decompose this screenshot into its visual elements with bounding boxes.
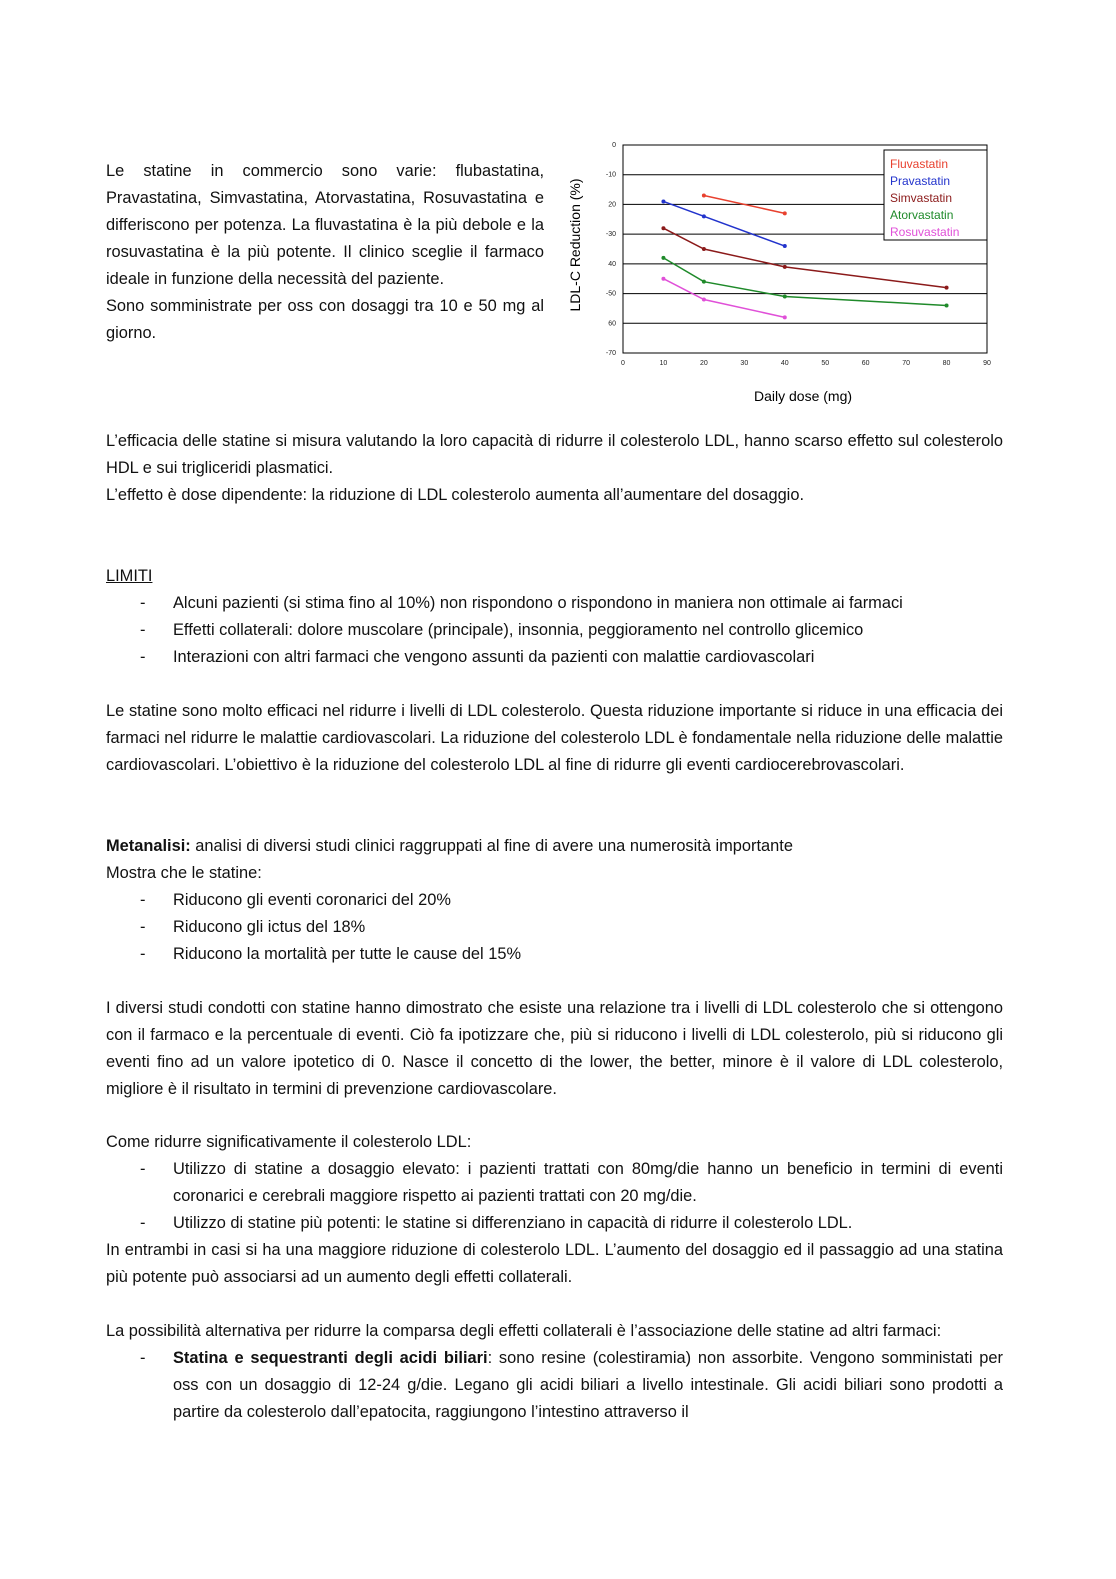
data-point <box>702 194 706 198</box>
list-item: - Effetti collaterali: dolore muscolare (principale), insonnia, peggioramento nel controllo glicemico <box>106 617 1003 644</box>
data-point <box>783 211 787 215</box>
x-tick-label: 20 <box>699 360 708 367</box>
y-tick-label: -30 <box>605 231 616 239</box>
list-item: - Interazioni con altri farmaci che vengono assunti da pazienti con malattie cardiovascolari <box>106 644 1003 671</box>
y-tick-label: -50 <box>605 290 616 298</box>
come-after: In entrambi in casi si ha una maggiore riduzione di colesterolo LDL. L’aumento del dosaggio ed il passaggio ad una statina più potente può associarsi ad un aumento degli effetti collaterali. <box>106 1241 1003 1286</box>
y-tick-label: -70 <box>605 350 616 357</box>
list-item: - Riducono gli ictus del 18% <box>106 914 1003 941</box>
intro-section <box>106 158 544 347</box>
metanalisi-intro: Mostra che le statine: <box>106 864 262 882</box>
x-tick-label: 80 <box>942 360 951 367</box>
y-axis-label: LDL-C Reduction (%) <box>567 178 583 312</box>
data-point <box>661 226 665 230</box>
metanalisi-definition: analisi di diversi studi clinici raggruppati al fine di avere una numerosità importante <box>190 837 793 855</box>
dose-text: Sono somministrate per oss con dosaggi tra 10 e 50 mg al giorno. <box>106 297 544 342</box>
data-point <box>945 286 949 290</box>
x-tick-label: 40 <box>780 360 789 367</box>
list-item: - Alcuni pazienti (si stima fino al 10%) non rispondono o rispondono in maniera non ottimale ai farmaci <box>106 590 1003 617</box>
x-tick-label: 30 <box>740 360 749 367</box>
paragraph: I diversi studi condotti con statine hanno dimostrato che esiste una relazione tra i livelli di LDL colesterolo che si ottengono con il farmaco e la percentuale di eventi. Ciò fa ipotizzare che, più si riducono i livelli di LDL colesterolo, più si riducono gli eventi fino ad un valore ipotetico di 0. Nasce il concetto di the lower, the better, minore è il valore di LDL colesterolo, migliore è il risultato in termini di prevenzione cardiovascolare. <box>106 999 1003 1098</box>
alt-intro: La possibilità alternativa per ridurre la comparsa degli effetti collaterali è l’associazione delle statine ad altri farmaci: <box>106 1322 942 1340</box>
legend-entry: Atorvastatin <box>890 208 954 222</box>
dose-dependent-text: L’effetto è dose dipendente: la riduzione di LDL colesterolo aumenta all’aumentare del dosaggio. <box>106 486 804 504</box>
y-tick-label: -10 <box>605 171 616 179</box>
list-item <box>106 1345 1003 1426</box>
list-item: - Riducono la mortalità per tutte le cause del 15% <box>106 941 1003 968</box>
data-point <box>702 214 706 218</box>
data-point <box>661 199 665 203</box>
intro-text: Le statine in commercio sono varie: flubastatina, Pravastatina, Simvastatina, Atorvastatina, Rosuvastatina e differiscono per potenza. La fluvastatina è la più debole e la rosuvastatina è la più potente. Il clinico sceglie il farmaco ideale in funzione della necessità del paziente. <box>106 162 544 288</box>
legend-entry: Pravastatin <box>890 174 951 188</box>
x-tick-label: 10 <box>659 360 668 367</box>
metanalisi-section <box>106 833 1003 968</box>
legend-entry: Fluvastatin <box>890 157 949 171</box>
x-tick-label: 70 <box>902 360 911 367</box>
list-item: - Riducono gli eventi coronarici del 20% <box>106 887 1003 914</box>
data-point <box>783 244 787 248</box>
data-point <box>661 277 665 281</box>
limiti-heading: LIMITI <box>106 567 153 585</box>
legend-entry: Rosuvastatin <box>890 225 960 239</box>
come-section <box>106 1129 1003 1291</box>
ldl-reduction-chart <box>560 135 1000 415</box>
data-point <box>702 298 706 302</box>
x-tick-label: 90 <box>983 360 991 367</box>
metanalisi-term: Metanalisi: <box>106 837 191 855</box>
y-tick-label: 60 <box>608 320 616 328</box>
alt-item-text: : sono resine (colestiramia) non assorbite. Vengono somministati per oss con un dosaggio di 12-24 g/die. Legano gli acidi biliari a livello intestinale. Gli acidi biliari sono prodotti a partire da colesterolo dall’epatocita, raggiungono l’intestino attraverso il <box>173 1349 1003 1421</box>
limiti-section <box>106 563 1003 671</box>
data-point <box>702 247 706 251</box>
data-point <box>783 265 787 269</box>
alt-item-term: Statina e sequestranti degli acidi biliari <box>173 1349 488 1367</box>
x-tick-label: 60 <box>861 360 870 367</box>
paragraph: Le statine sono molto efficaci nel ridurre i livelli di LDL colesterolo. Questa riduzione importante si riduce in una efficacia dei farmaci nel ridurre le malattie cardiovascolari. La riduzione del colesterolo LDL è fondamentale nella riduzione delle malattie cardiovascolari. L’obiettivo è la riduzione del colesterolo LDL al fine di ridurre gli eventi cardiocerebrovascolari. <box>106 702 1003 774</box>
y-tick-label: 20 <box>608 201 616 209</box>
data-point <box>783 295 787 299</box>
efficacy-text: L’efficacia delle statine si misura valutando la loro capacità di ridurre il colesterolo LDL, hanno scarso effetto sul colesterolo HDL e sui trigliceridi plasmatici. <box>106 432 1003 477</box>
data-point <box>661 256 665 260</box>
x-tick-label: 50 <box>821 360 830 367</box>
legend-entry: Simvastatin <box>890 191 953 205</box>
series-line-rosuvastatin <box>663 279 784 318</box>
list-item: - Utilizzo di statine a dosaggio elevato: i pazienti trattati con 80mg/die hanno un beneficio in termini di eventi coronarici e cerebrali maggiore rispetto ai pazienti trattati con 20 mg/die. <box>106 1156 1003 1210</box>
y-tick-label: 40 <box>608 260 616 268</box>
list-item: - Utilizzo di statine più potenti: le statine si differenziano in capacità di ridurre il colesterolo LDL. <box>106 1210 1003 1237</box>
alternative-section <box>106 1318 1003 1426</box>
series-line-pravastatin <box>663 201 784 246</box>
efficacy-section <box>106 428 1003 509</box>
x-tick-label: 0 <box>621 360 625 367</box>
data-point <box>702 280 706 284</box>
data-point <box>945 303 949 307</box>
x-axis-label: Daily dose (mg) <box>753 388 853 404</box>
data-point <box>783 315 787 319</box>
come-intro: Come ridurre significativamente il colesterolo LDL: <box>106 1133 472 1151</box>
y-tick-label: 0 <box>612 142 616 149</box>
